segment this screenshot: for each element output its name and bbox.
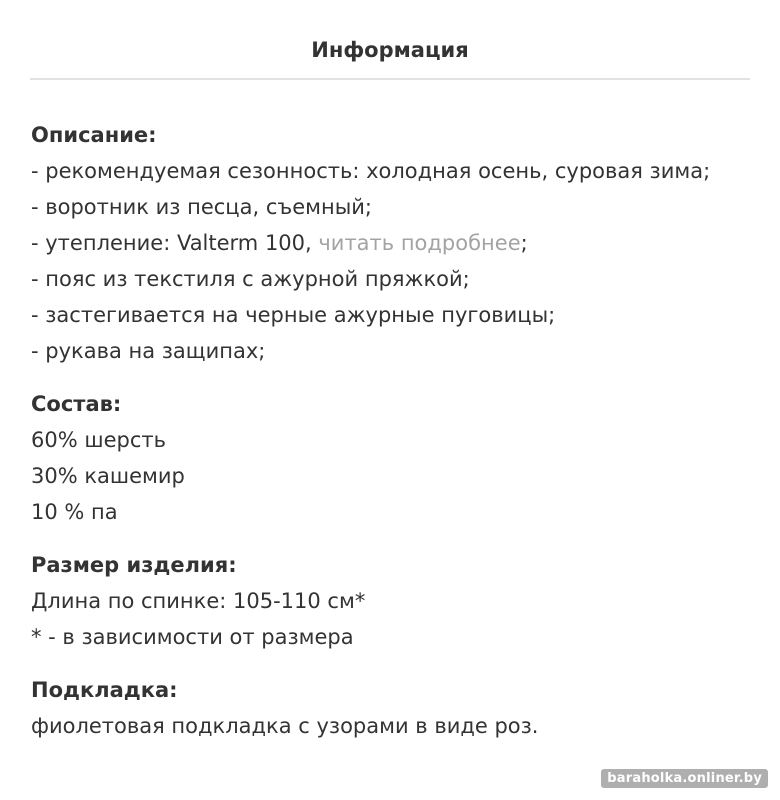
description-line-season: - рекомендуемая сезонность: холодная осень, суровая зима; bbox=[31, 159, 711, 183]
lining-line: фиолетовая подкладка с узорами в виде роз. bbox=[31, 714, 539, 738]
description-title: Описание: bbox=[31, 123, 157, 147]
description-line-buttons: - застегивается на черные ажурные пуговицы; bbox=[31, 303, 556, 327]
size-title: Размер изделия: bbox=[31, 553, 237, 577]
header-divider bbox=[30, 78, 750, 80]
composition-title: Состав: bbox=[31, 392, 122, 416]
composition-line-pa: 10 % па bbox=[31, 500, 118, 524]
description-line-insulation bbox=[31, 225, 751, 261]
description-line-belt: - пояс из текстиля с ажурной пряжкой; bbox=[31, 267, 470, 291]
info-header bbox=[0, 0, 780, 100]
lining-section bbox=[31, 672, 751, 744]
description-section bbox=[31, 117, 751, 369]
composition-section bbox=[31, 386, 751, 530]
composition-line-cashmere: 30% кашемир bbox=[31, 464, 185, 488]
watermark: baraholka.onliner.by bbox=[601, 769, 768, 788]
read-more-link[interactable]: читать подробнее bbox=[318, 231, 521, 255]
info-content bbox=[31, 117, 751, 761]
insulation-text: - утепление: Valterm 100, bbox=[31, 231, 319, 255]
composition-line-wool: 60% шерсть bbox=[31, 428, 166, 452]
size-line-note: * - в зависимости от размера bbox=[31, 625, 354, 649]
description-line-sleeves: - рукава на защипах; bbox=[31, 339, 266, 363]
description-line-collar: - воротник из песца, съемный; bbox=[31, 195, 373, 219]
page-title: Информация bbox=[311, 38, 469, 62]
size-section bbox=[31, 547, 751, 655]
lining-title: Подкладка: bbox=[31, 678, 178, 702]
size-line-length: Длина по спинке: 105-110 см* bbox=[31, 589, 366, 613]
insulation-suffix: ; bbox=[520, 231, 528, 255]
